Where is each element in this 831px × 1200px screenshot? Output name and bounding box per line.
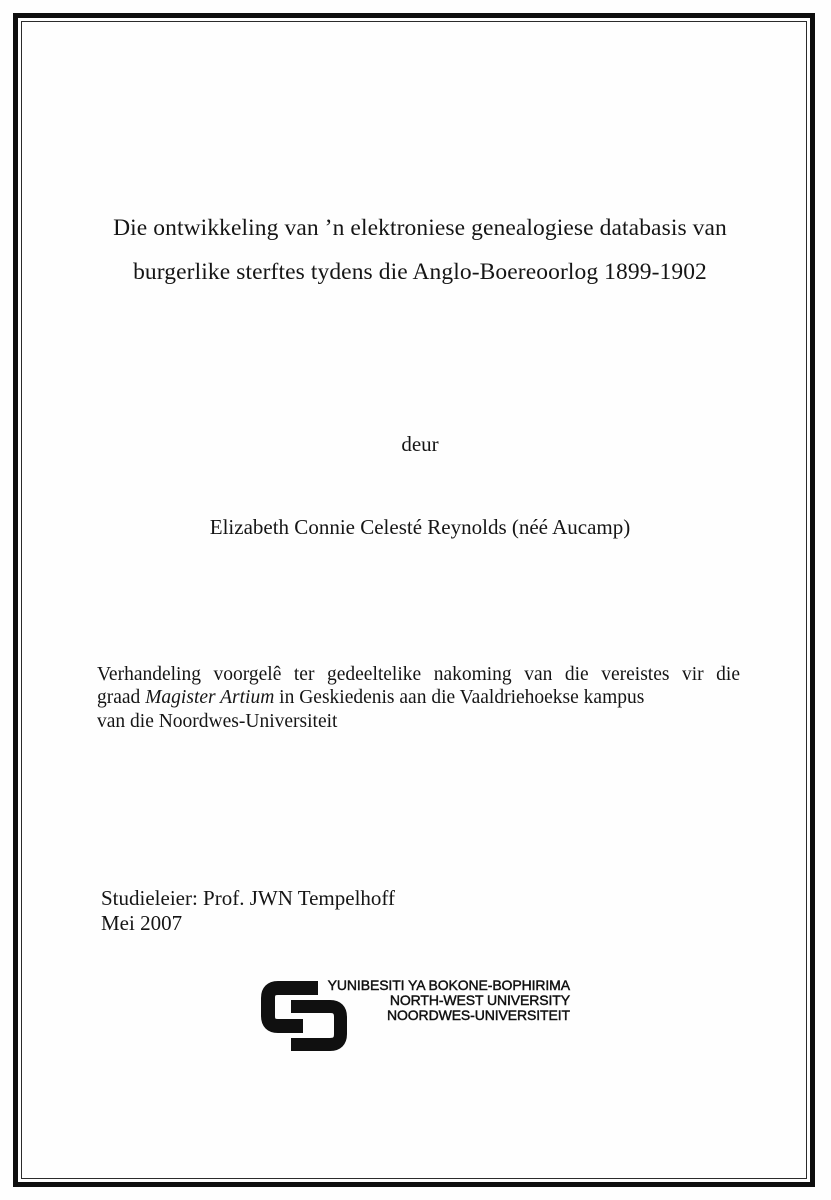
logo-text-english: NORTH-WEST UNIVERSITY [389, 992, 570, 1009]
author-name: Elizabeth Connie Celesté Reynolds (néé Aucamp) [209, 515, 631, 539]
degree-statement-line2-post: in Geskiedenis aan die Vaaldriehoekse kampus [274, 687, 645, 709]
degree-statement-line2 [97, 686, 740, 709]
degree-statement-line2-pre: graad [97, 687, 146, 709]
thesis-title-line2: burgerlike sterftes tydens die Anglo-Boereoorlog 1899-1902 [133, 259, 707, 285]
logo-text-setswana: YUNIBESITI YA BOKONE-BOPHIRIMA [327, 977, 570, 993]
date-line: Mei 2007 [101, 911, 183, 935]
thesis-title-line1: Die ontwikkeling van ’n elektroniese genealogiese databasis van [113, 215, 727, 241]
supervisor-line: Studieleier: Prof. JWN Tempelhoff [101, 886, 396, 910]
page-border-inner [21, 21, 807, 1179]
degree-statement [97, 663, 740, 733]
thesis-title [100, 206, 740, 294]
supervisor-block [101, 886, 395, 936]
degree-statement-line3: van die Noordwes-Universiteit [97, 710, 338, 732]
degree-statement-line1: Verhandeling voorgelê ter gedeeltelike nakoming van die vereistes vir die [97, 664, 740, 685]
byline-deur: deur [401, 432, 439, 456]
logo-text-afrikaans: NOORDWES-UNIVERSITEIT [386, 1007, 570, 1024]
degree-name-italic: Magister Artium [145, 687, 275, 709]
